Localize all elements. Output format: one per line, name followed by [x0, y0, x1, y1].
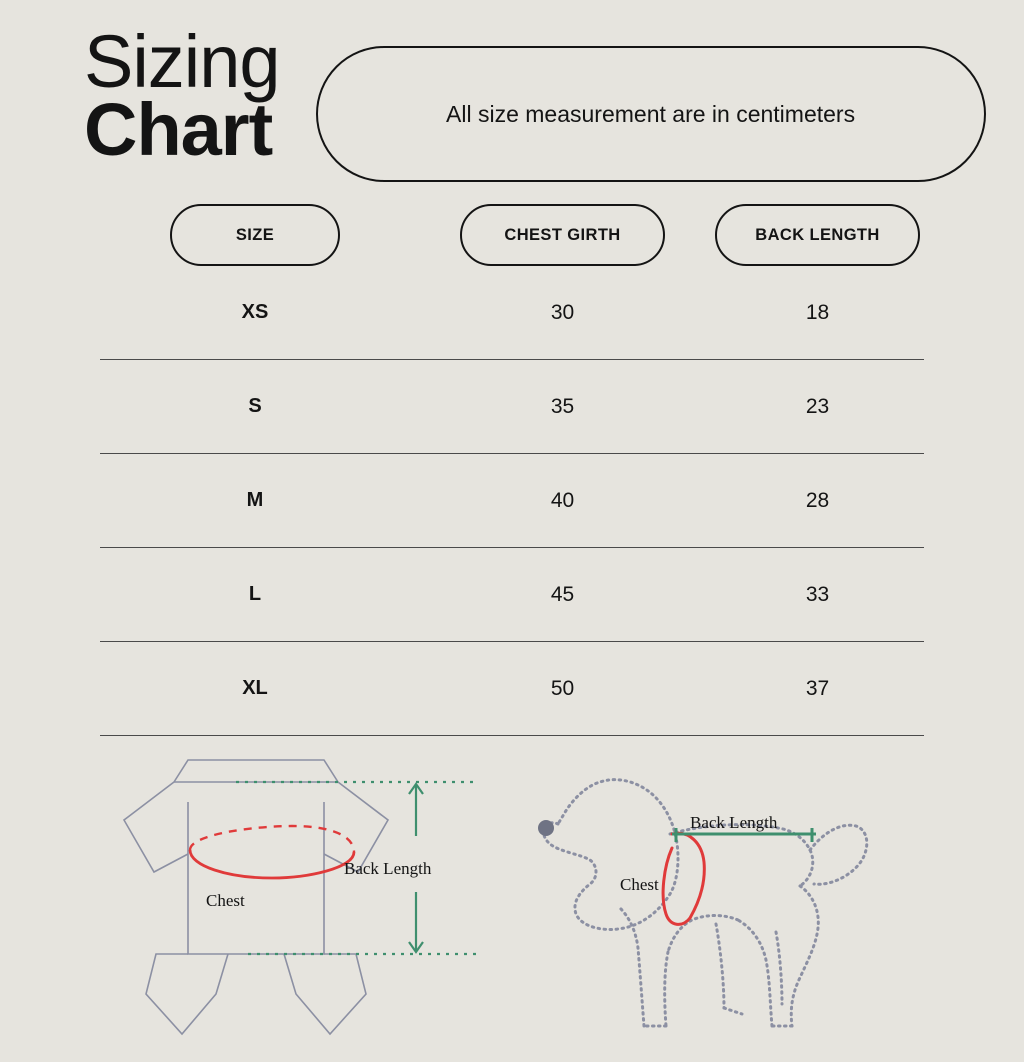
cell-chest-girth: 35	[550, 394, 575, 418]
column-header-chest-girth: CHEST GIRTH	[460, 204, 665, 266]
table-row	[100, 454, 924, 548]
dog-chest-label: Chest	[620, 875, 659, 894]
dog-hind-outline	[791, 886, 818, 1026]
dog-tail-outline	[810, 825, 867, 884]
dog-head-outline	[544, 780, 678, 930]
measurement-diagrams	[0, 742, 1024, 1062]
column-header-size: SIZE	[170, 204, 340, 266]
garment-collar-outline	[174, 760, 338, 782]
page-title	[84, 20, 280, 172]
cell-chest-girth: 30	[550, 300, 575, 324]
page-title-line-1: Sizing	[84, 20, 280, 103]
chest-measure-marker	[190, 826, 354, 878]
units-note-text: All size measurement are in centimeters	[446, 100, 856, 127]
dog-diagram	[520, 742, 920, 1062]
page-title-line-2: Chart	[84, 88, 273, 172]
cell-chest-girth: 45	[550, 582, 575, 606]
cell-back-length: 33	[805, 582, 830, 606]
garment-chest-label: Chest	[206, 891, 245, 910]
cell-chest-girth: 50	[550, 676, 575, 700]
column-header-back-length: BACK LENGTH	[715, 204, 920, 266]
cell-back-length: 28	[805, 488, 830, 512]
dog-chest-measure-marker	[663, 833, 704, 924]
cell-size: S	[248, 395, 262, 417]
table-row	[100, 548, 924, 642]
table-row	[100, 642, 924, 736]
units-note-pill	[316, 46, 986, 182]
header	[0, 0, 1024, 182]
dog-nose-dot	[538, 820, 554, 836]
table-row	[100, 360, 924, 454]
sizing-table	[100, 204, 924, 736]
cell-size: L	[248, 583, 262, 605]
cell-size: M	[246, 489, 264, 511]
table-header-row	[100, 204, 924, 266]
garment-diagram	[96, 742, 496, 1062]
cell-size: XS	[241, 301, 269, 323]
cell-back-length: 37	[805, 676, 830, 700]
dog-back-length-label: Back Length	[690, 813, 778, 832]
cell-back-length: 23	[805, 394, 830, 418]
cell-chest-girth: 40	[550, 488, 575, 512]
garment-back-length-label: Back Length	[344, 859, 432, 878]
table-row	[100, 266, 924, 360]
cell-back-length: 18	[805, 300, 830, 324]
cell-size: XL	[242, 677, 268, 699]
